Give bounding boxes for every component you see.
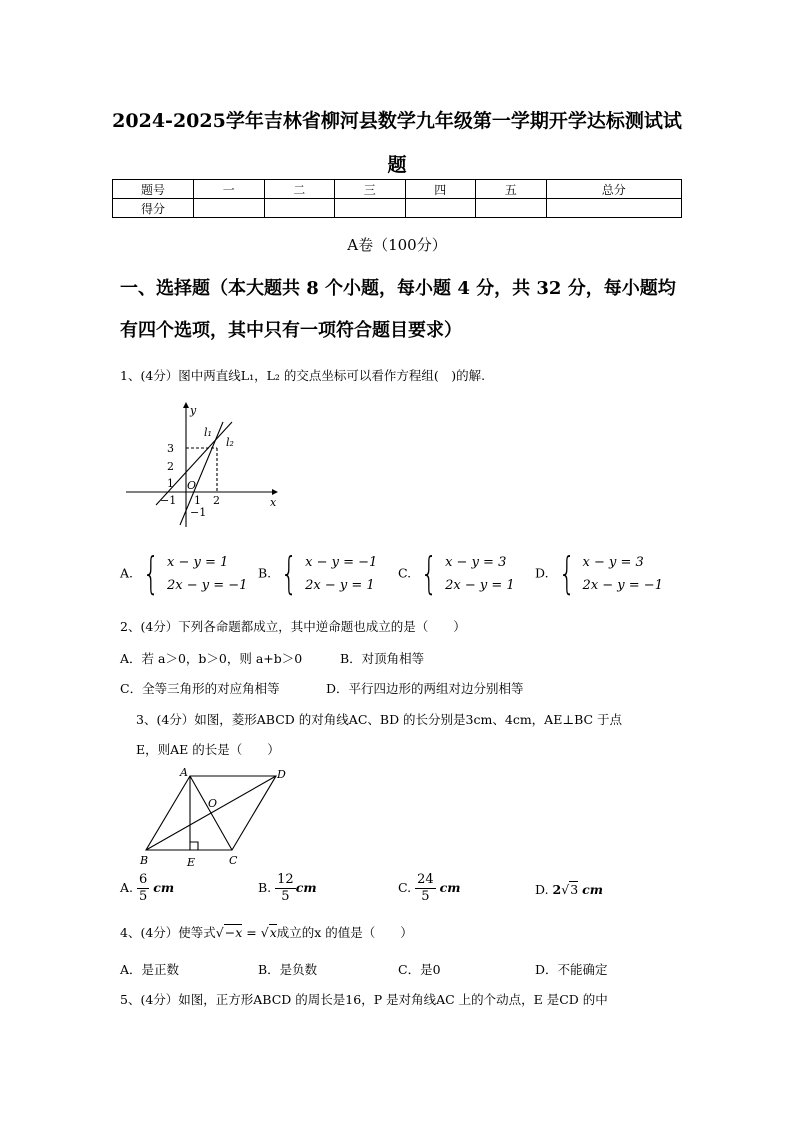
option-label: A. [120, 565, 134, 581]
score-cell [546, 199, 682, 218]
q1-line-graph [120, 402, 280, 532]
q1-option-d[interactable]: D. { x − y = 3 2x − y = −1 [535, 548, 663, 599]
center-o: O [208, 797, 218, 810]
volume-label: A卷（100分） [347, 236, 447, 254]
denominator: 5 [281, 889, 290, 904]
score-cell [335, 199, 406, 218]
q4-option-d[interactable]: D．不能确定 [535, 962, 608, 977]
q2-option-b[interactable]: B．对顶角相等 [340, 651, 425, 666]
tick-3: 3 [167, 442, 174, 455]
q1-option-a[interactable]: A. { x − y = 1 2x − y = −1 [120, 548, 248, 599]
y-label: y [190, 404, 197, 417]
doc-title-line1: 2024-2025学年吉林省柳河县数学九年级第一学期开学达标测试试 [112, 110, 682, 132]
q2-option-d[interactable]: D．平行四边形的两组对边分别相等 [326, 681, 524, 696]
score-table [112, 179, 682, 218]
equation: 2x − y = 1 [445, 578, 515, 593]
radical-sign: √ [215, 925, 224, 940]
tick-y-minus1: −1 [190, 506, 207, 519]
score-cell [476, 199, 547, 218]
score-cell [405, 199, 476, 218]
radicand: x [269, 925, 277, 940]
tick-x2: 2 [213, 494, 220, 507]
score-input-row [113, 199, 682, 218]
table-cell: 得分 [113, 199, 194, 218]
question-3-stem-line2: E，则AE 的长是（ ） [136, 742, 280, 757]
section-heading-line2: 有四个选项，其中只有一项符合题目要求） [120, 320, 462, 341]
radicand: 3 [570, 882, 579, 897]
tick-1: 1 [167, 477, 174, 490]
table-cell: 三 [335, 180, 406, 199]
table-cell: 二 [264, 180, 335, 199]
vertex-a: A [180, 766, 188, 779]
l2-label: l₂ [226, 436, 234, 449]
table-cell: 题号 [113, 180, 194, 199]
denominator: 5 [139, 889, 148, 904]
equation: x − y = −1 [305, 555, 378, 570]
table-cell: 一 [194, 180, 265, 199]
score-cell [194, 199, 265, 218]
question-2-stem: 2、(4分）下列各命题都成立，其中逆命题也成立的是（ ） [120, 619, 466, 634]
question-5-stem: 5、(4分）如图，正方形ABCD 的周长是16，P 是对角线AC 上的个动点，E 是CD 的中 [120, 992, 608, 1007]
equation: x − y = 3 [582, 555, 644, 570]
q1-option-c[interactable]: C. { x − y = 3 2x − y = 1 [398, 548, 515, 599]
l1-label: l₁ [204, 426, 212, 439]
q3-option-b[interactable] [258, 872, 317, 905]
stem-text: 4、(4分）使等式 [120, 925, 216, 940]
q4-option-b[interactable]: B．是负数 [258, 962, 318, 977]
radical-sign: √ [561, 882, 570, 897]
vertex-d: D [277, 768, 286, 781]
table-cell: 五 [476, 180, 547, 199]
option-label: C. [398, 565, 412, 581]
question-4-stem [120, 923, 413, 941]
equation: 2x − y = −1 [167, 578, 248, 593]
equation: x − y = 1 [167, 555, 229, 570]
unit: cm [439, 880, 461, 895]
table-cell: 总分 [546, 180, 682, 199]
unit: cm [153, 880, 175, 895]
q2-option-a[interactable]: A．若 a＞0，b＞0，则 a+b＞0 [120, 651, 303, 666]
q3-option-c[interactable] [398, 872, 460, 905]
q3-rhombus-figure [136, 764, 296, 872]
x-axis-arrow [272, 489, 278, 495]
option-label: A. [120, 880, 134, 895]
right-angle-mark [190, 842, 198, 850]
vertex-b: B [140, 854, 149, 867]
tick-2: 2 [167, 460, 174, 473]
numerator: 6 [139, 872, 148, 887]
score-cell [264, 199, 335, 218]
diagonal-bd [146, 776, 276, 850]
coefficient: 2 [552, 882, 562, 897]
stem-text: 成立的x 的值是（ ） [276, 925, 413, 940]
point-e: E [187, 856, 196, 869]
equation: 2x − y = 1 [305, 578, 375, 593]
q1-option-b[interactable]: B. { x − y = −1 2x − y = 1 [258, 548, 378, 599]
q4-option-c[interactable]: C．是0 [398, 962, 441, 977]
q4-option-a[interactable]: A．是正数 [120, 962, 180, 977]
unit: cm [295, 880, 317, 895]
radicand: −x [224, 925, 243, 940]
option-label: B. [258, 565, 272, 581]
table-cell: 四 [405, 180, 476, 199]
radical-sign: √ [260, 925, 269, 940]
q2-option-c[interactable]: C．全等三角形的对应角相等 [120, 681, 280, 696]
equals-sign: = [246, 925, 257, 940]
option-label: D. [535, 882, 549, 897]
tick-x1: 1 [194, 494, 201, 507]
tick-x-minus1: −1 [160, 494, 177, 507]
section-heading-line1: 一、选择题（本大题共 8 个小题，每小题 4 分，共 32 分，每小题均 [120, 278, 676, 299]
option-label: C. [398, 880, 412, 895]
equation: 2x − y = −1 [582, 578, 663, 593]
option-label: B. [258, 880, 272, 895]
y-axis-arrow [183, 402, 189, 408]
vertex-c: C [229, 854, 238, 867]
unit: cm [582, 882, 603, 897]
q3-option-a[interactable] [120, 872, 174, 905]
q3-option-d[interactable] [535, 882, 603, 897]
option-label: D. [535, 565, 549, 581]
equation: x − y = 3 [445, 555, 507, 570]
doc-title-line2: 题 [387, 154, 407, 176]
question-1-stem: 1、(4分）图中两直线L₁，L₂ 的交点坐标可以看作方程组( )的解. [120, 368, 486, 383]
score-header-row [113, 180, 682, 199]
numerator: 24 [417, 872, 434, 887]
numerator: 12 [277, 872, 294, 887]
origin-label: O [187, 479, 197, 492]
denominator: 5 [421, 889, 430, 904]
question-3-stem-line1: 3、(4分）如图，菱形ABCD 的对角线AC、BD 的长分别是3cm、4cm，AE⊥BC 于点 [136, 712, 623, 727]
x-label: x [270, 496, 277, 509]
